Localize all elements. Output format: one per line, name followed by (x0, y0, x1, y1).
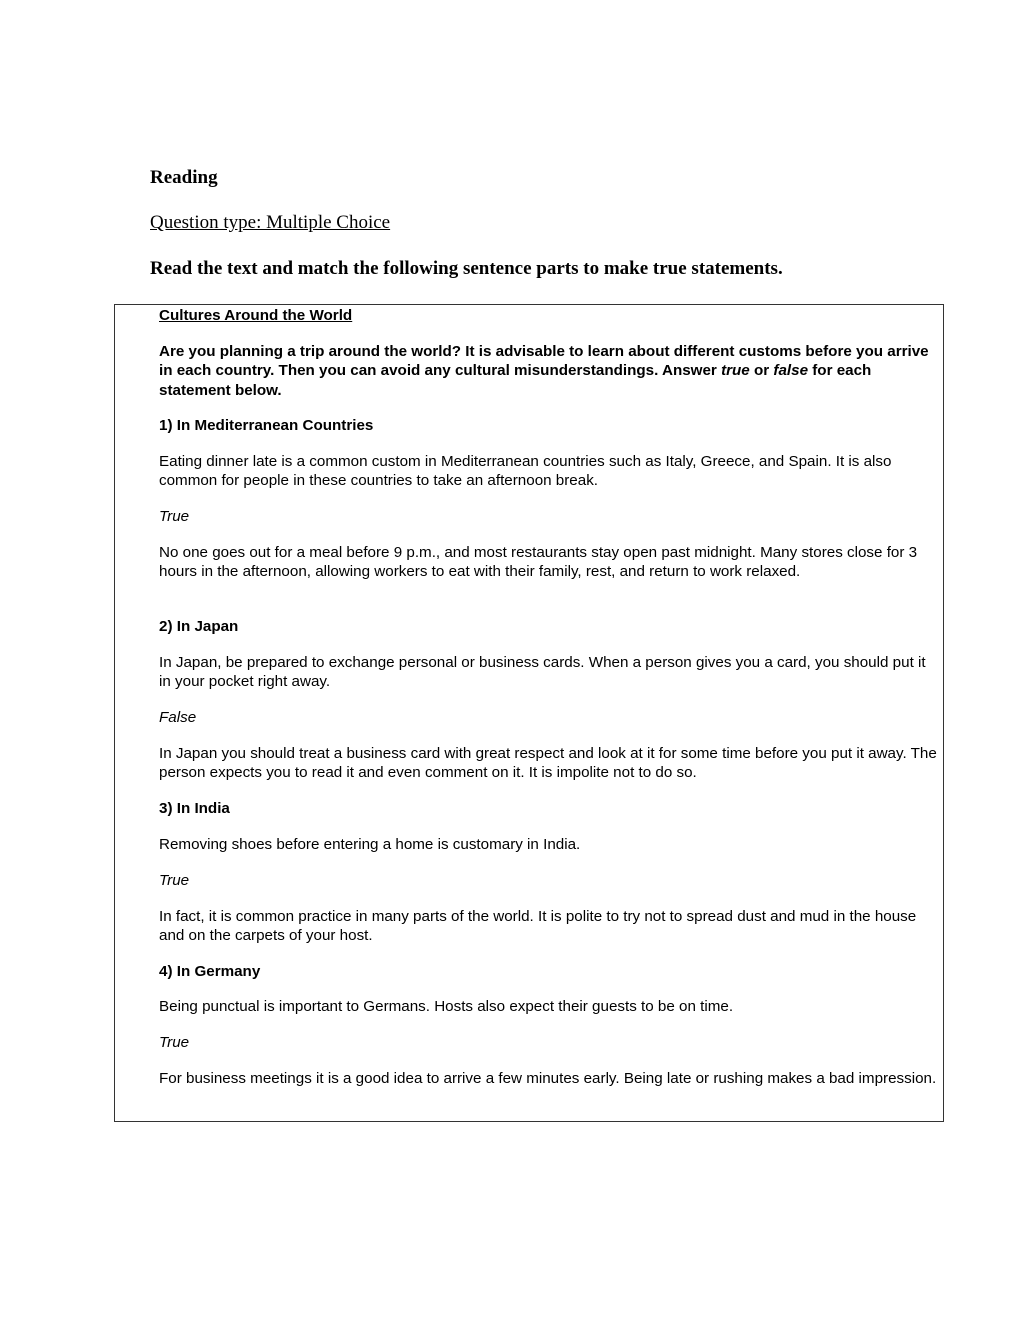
passage-intro: Are you planning a trip around the world? It is advisable to learn about different customs before you arrive in each country. Then you can avoid any cultural misunderstandings. Answer true or false for each statement below. (159, 343, 929, 399)
section-explanation: In Japan you should treat a business card with great respect and look at it for some time before you put it away. The person expects you to read it and even comment on it. It is impolite not to do so. (159, 745, 937, 782)
section-heading: 2) In Japan (159, 618, 239, 635)
section-answer: False (159, 709, 197, 726)
section-explanation: For business meetings it is a good idea to arrive a few minutes early. Being late or rushing makes a bad impression. (159, 1070, 937, 1087)
intro-false-word: false (773, 362, 809, 380)
section-explanation: No one goes out for a meal before 9 p.m., and most restaurants stay open past midnight. Many stores close for 3 hours in the afternoon, allowing workers to eat with their family, rest, and return to work relaxed. (159, 544, 918, 581)
page-heading: Reading (150, 167, 218, 188)
passage-box (114, 304, 944, 1122)
question-type: Question type: Multiple Choice (150, 212, 391, 233)
section-statement: Eating dinner late is a common custom in Mediterranean countries such as Italy, Greece, and Spain. It is also common for people in these countries to take an afternoon break. (159, 453, 892, 490)
section-heading: 3) In India (159, 800, 230, 817)
section-statement: Being punctual is important to Germans. Hosts also expect their guests to be on time. (159, 998, 734, 1015)
section-heading: 1) In Mediterranean Countries (159, 417, 374, 434)
passage-title: Cultures Around the World (159, 307, 353, 324)
intro-true-word: true (721, 362, 750, 380)
section-answer: True (159, 1034, 190, 1051)
section-answer: True (159, 872, 190, 889)
section-heading: 4) In Germany (159, 963, 261, 980)
instruction: Read the text and match the following sentence parts to make true statements. (150, 258, 783, 279)
section-explanation: In fact, it is common practice in many parts of the world. It is polite to try not to spread dust and mud in the house and on the carpets of your host. (159, 908, 917, 945)
section-statement: Removing shoes before entering a home is customary in India. (159, 836, 581, 853)
section-statement: In Japan, be prepared to exchange personal or business cards. When a person gives you a card, you should put it in your pocket right away. (159, 654, 926, 691)
section-answer: True (159, 508, 190, 525)
